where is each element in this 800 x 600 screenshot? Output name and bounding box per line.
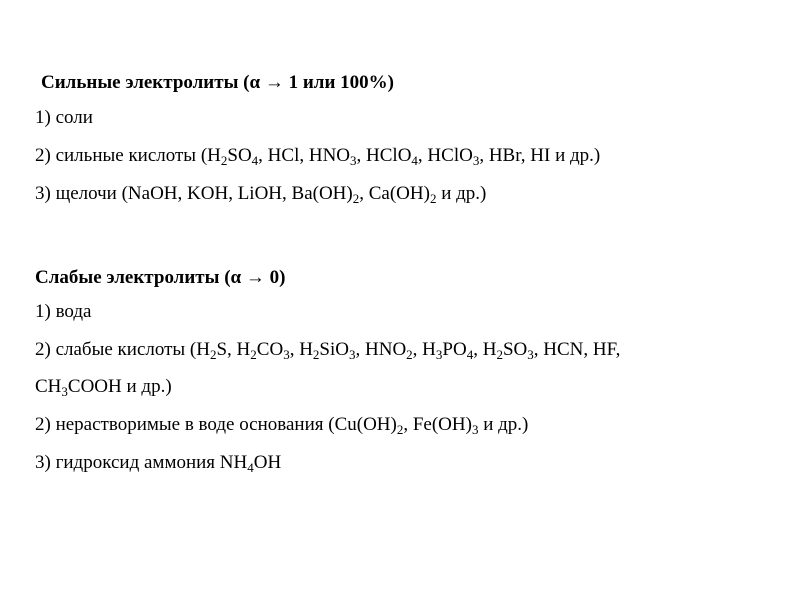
weak-item-insoluble-bases: 2) нерастворимые в воде основания ($Cu(OH)_2$, $Fe(OH)_3$ и др.) xyxy=(35,414,529,437)
weak-item-water: 1) вода xyxy=(35,301,92,322)
strong-item-salts: 1) соли xyxy=(35,107,93,128)
weak-item-weak-acids: 2) слабые кислоты ($H_2S$, $H_2CO_3$, $H_2SiO_3$, $HNO_2$, $H_3PO_4$, $H_2SO_3$, HCN, HF, xyxy=(35,339,621,362)
weak-electrolytes-heading: Слабые электролиты (α → 0) xyxy=(35,267,286,288)
strong-electrolytes-heading: Сильные электролиты (α → 1 или 100%) xyxy=(41,72,394,93)
strong-item-strong-acids: 2) сильные кислоты ($H_2SO_4$, HCl, $HNO_3$, HClO$_4$, HClO$_3$, HBr, HI и др.) xyxy=(35,145,601,168)
weak-item-weak-acids-cont: $CH_3COOH$ и др.) xyxy=(35,376,172,399)
strong-item-alkalis: 3) щелочи (NaOH, KOH, LiOH, $Ba(OH)_2$, $Ca(OH)_2$ и др.) xyxy=(35,183,487,206)
weak-item-ammonium-hydroxide: 3) гидроксид аммония $NH_4OH$ xyxy=(35,452,282,475)
